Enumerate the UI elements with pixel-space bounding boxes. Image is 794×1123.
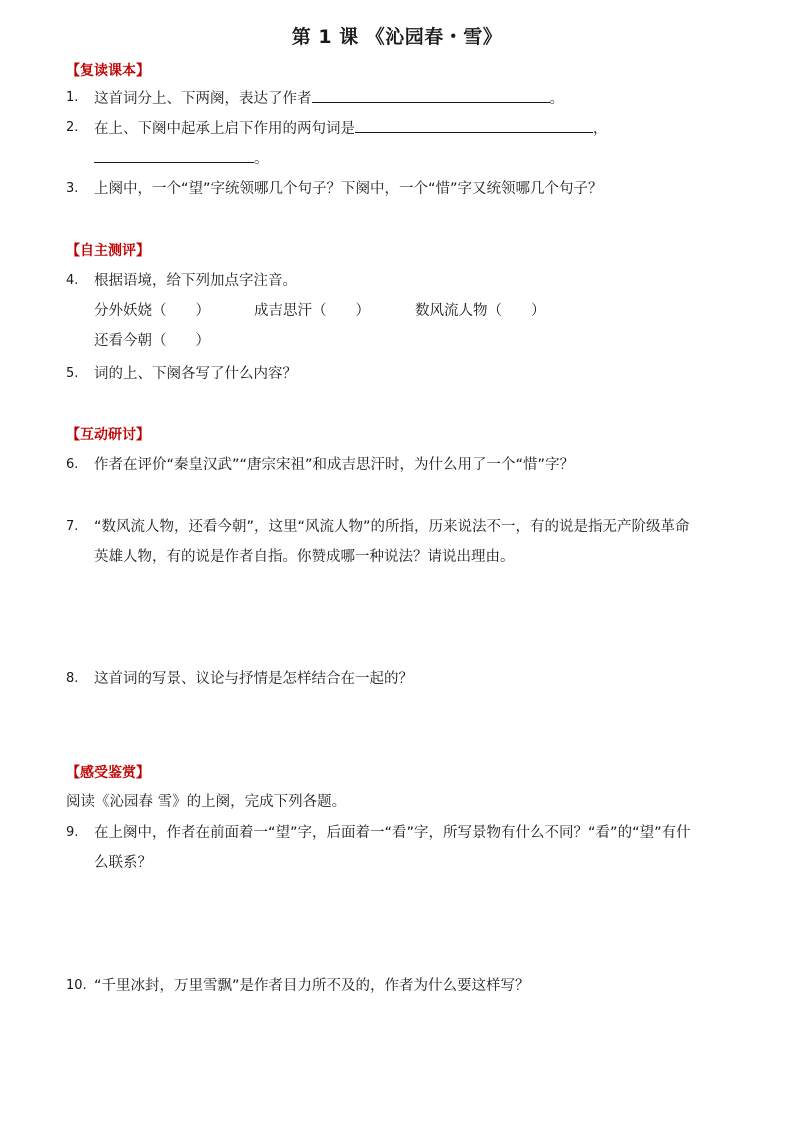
answer-blank[interactable] [94, 148, 254, 163]
question-1-text: 这首词分上、下两阕，表达了作者 [94, 91, 312, 107]
page-title: 第 1 课 《沁园春・雪》 [291, 26, 503, 48]
question-2 [94, 118, 608, 139]
question-4-number: 4. [66, 273, 79, 288]
question-5-number: 5. [66, 366, 79, 381]
question-10-text: “千里冰封，万里雪飘”是作者目力所不及的，作者为什么要这样写？ [94, 978, 530, 994]
question-2-number: 2. [66, 120, 79, 135]
question-1-number: 1. [66, 90, 79, 105]
question-9-number: 9. [66, 825, 79, 840]
reading-intro: 阅读《沁园春 雪》的上阕，完成下列各题。 [66, 794, 347, 810]
question-8-number: 8. [66, 671, 79, 686]
pinyin-item-3: 数风流人物（ ） [415, 303, 546, 319]
section-heading-discuss: 【互动研讨】 [66, 427, 150, 443]
answer-blank[interactable] [312, 88, 550, 103]
answer-blank[interactable] [355, 118, 593, 133]
question-2-comma: ， [593, 121, 608, 137]
pinyin-item-2: 成吉思汗（ ） [254, 303, 370, 319]
question-3-text: 上阕中，一个“望”字统领哪几个句子？下阕中，一个“惜”字又统领哪几个句子？ [94, 181, 603, 197]
question-3-number: 3. [66, 181, 79, 196]
question-9-line-1: 在上阕中，作者在前面着一“望”字，后面着一“看”字，所写景物有什么不同？“看”的“望”有什 [94, 825, 691, 841]
question-2-end: 。 [254, 151, 269, 167]
pinyin-item-4: 还看今朝（ ） [94, 333, 210, 349]
question-8-text: 这首词的写景、议论与抒情是怎样结合在一起的？ [94, 671, 413, 687]
question-2-text: 在上、下阕中起承上启下作用的两句词是 [94, 121, 355, 137]
question-6-text: 作者在评价“秦皇汉武”“唐宗宋祖”和成吉思汗时，为什么用了一个“惜”字？ [94, 457, 575, 473]
section-heading-appreciate: 【感受鉴赏】 [66, 765, 150, 781]
question-2-continued [94, 148, 269, 169]
question-10-number: 10. [66, 978, 87, 993]
section-heading-self-test: 【自主测评】 [66, 243, 150, 259]
question-7-line-1: “数风流人物，还看今朝”，这里“风流人物”的所指，历来说法不一，有的说是指无产阶级革命 [94, 519, 690, 535]
section-heading-review: 【复读课本】 [66, 63, 150, 79]
question-1 [94, 88, 564, 109]
question-9-line-2: 么联系？ [94, 855, 152, 871]
question-4-text: 根据语境，给下列加点字注音。 [94, 273, 297, 289]
pinyin-item-1: 分外妖娆（ ） [94, 303, 210, 319]
question-5-text: 词的上、下阕各写了什么内容？ [94, 366, 297, 382]
question-7-number: 7. [66, 519, 79, 534]
question-6-number: 6. [66, 457, 79, 472]
question-1-end: 。 [549, 91, 564, 107]
question-7-line-2: 英雄人物，有的说是作者自指。你赞成哪一种说法？请说出理由。 [94, 549, 515, 565]
